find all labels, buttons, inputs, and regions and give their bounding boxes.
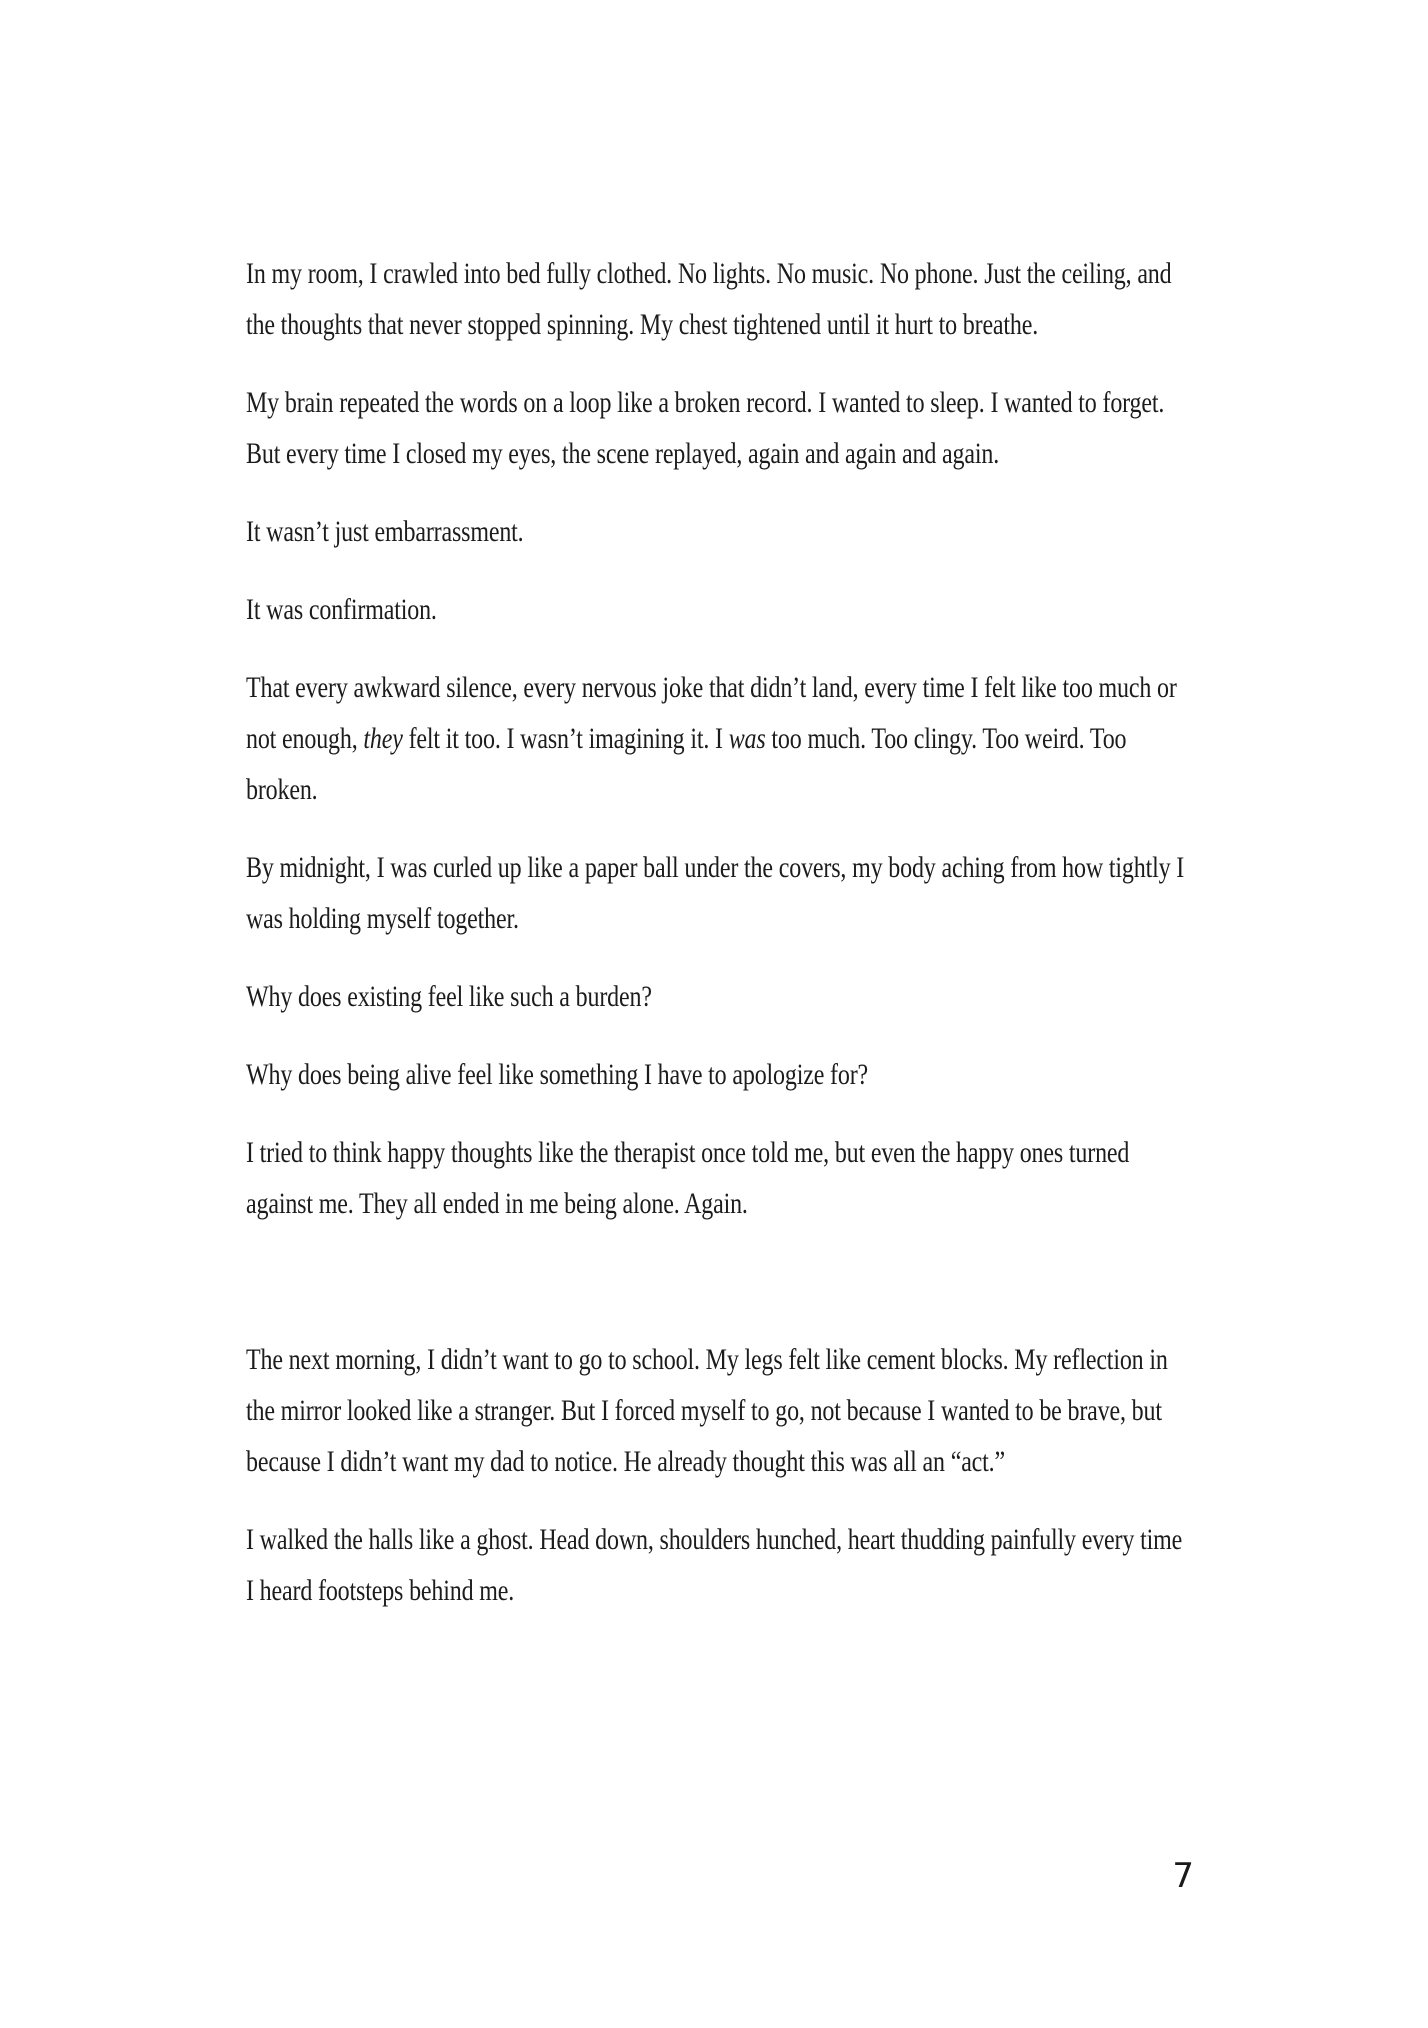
paragraph: It wasn’t just embarrassment. (246, 515, 524, 548)
page-number: 7 (1172, 1856, 1194, 1896)
emphasis-they: they (363, 722, 403, 755)
paragraph: The next morning, I didn’t want to go to school. My legs felt like cement blocks. My reflection in the mirror looked like a stranger. But I forced myself to go, not because I wanted to be brave, but because I didn’t want my dad to notice. He already thought this was all an “act.” (246, 1343, 1168, 1478)
text-run: felt it too. I wasn’t imagining it. I (402, 722, 729, 755)
paragraph: My brain repeated the words on a loop like a broken record. I wanted to sleep. I wanted to forget. But every time I closed my eyes, the scene replayed, again and again and again. (246, 386, 1165, 470)
text-run: too much. Too clingy. Too weird. Too broken. (246, 722, 1127, 806)
text-run: That every awkward silence, every nervous joke that didn’t land, every time I felt like too much or not enough, (246, 671, 1177, 755)
paragraph: In my room, I crawled into bed fully clothed. No lights. No music. No phone. Just the ceiling, and the thoughts that never stopped spinning. My chest tightened until it hurt to breathe. (246, 257, 1172, 341)
paragraph: Why does being alive feel like something I have to apologize for? (246, 1058, 869, 1091)
paragraph-with-emphasis (246, 662, 1186, 815)
body-text (246, 248, 1185, 1643)
paragraph: I tried to think happy thoughts like the therapist once told me, but even the happy ones turned against me. They all ended in me being alone. Again. (246, 1136, 1130, 1220)
paragraph: Why does existing feel like such a burden? (246, 980, 652, 1013)
paragraph: It was confirmation. (246, 593, 437, 626)
paragraph: By midnight, I was curled up like a paper ball under the covers, my body aching from how tightly I was holding myself together. (246, 851, 1185, 935)
emphasis-was: was (728, 722, 766, 755)
paragraph: I walked the halls like a ghost. Head down, shoulders hunched, heart thudding painfully every time I heard footsteps behind me. (246, 1523, 1183, 1607)
